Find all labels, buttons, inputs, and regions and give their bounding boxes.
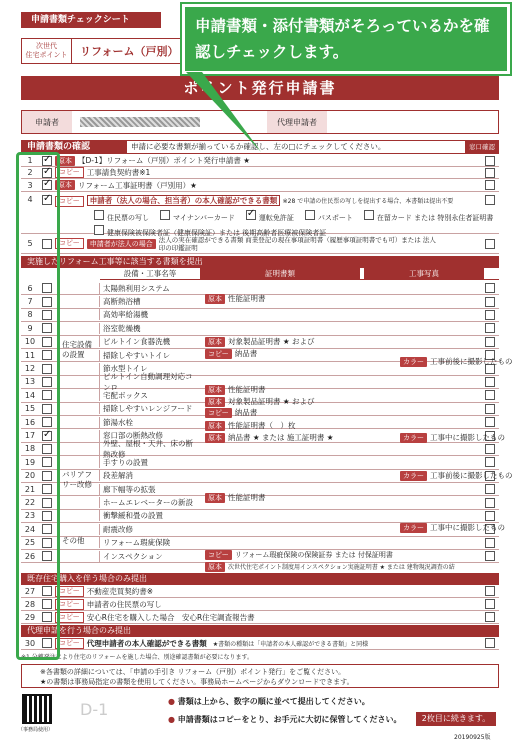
applicant-row [21, 110, 499, 134]
section-agent-title: 代理申請を行う場合のみ提出 [27, 626, 131, 635]
item-number: 19 [24, 457, 36, 467]
item-number: 8 [27, 310, 33, 320]
qr-label: （事務局使用） [18, 727, 54, 733]
item-number: 14 [24, 390, 36, 400]
item-chip: 原本 [55, 180, 75, 190]
callout [182, 4, 510, 74]
office-checkbox[interactable] [485, 390, 495, 400]
item-text: 【D-1】リフォーム（戸別）ポイント発行申請書 ★ [78, 156, 250, 165]
work-name: 節湯水栓 [99, 417, 199, 428]
item-note: 法人の実在確認ができる書類 商業登記の現在事項証明書（履歴事項証明書でも可）または 法人印の印鑑証明 [158, 235, 436, 252]
work-name: 太陽熱利用システム [99, 283, 199, 294]
work-name: リフォーム瑕疵保険 [99, 537, 199, 548]
item-number: 27 [24, 586, 36, 596]
col-header-photo: 工事写真 [364, 268, 484, 279]
section-works-title: 実施したリフォーム工事等に該当する書類を提出 [27, 257, 203, 266]
item-chip: コピー [55, 238, 84, 249]
checkbox-highlight [16, 152, 60, 660]
item-row-2[interactable] [21, 167, 499, 179]
item-number: 25 [24, 538, 36, 548]
item-number: 22 [24, 498, 36, 508]
item-chip: 原本 [55, 156, 75, 166]
category-label1: 次世代 [36, 42, 57, 50]
category-value: リフォーム（戸別） [80, 45, 179, 58]
cert-perf-3: 原本 性能証明書 [205, 492, 266, 503]
work-name: 節水型トイレ [99, 363, 199, 374]
work-name: 耐震改修 [99, 524, 199, 535]
work-name: インスペクション [99, 551, 199, 562]
buy-row-28[interactable] [21, 598, 499, 611]
work-name: ビルトイン食器洗機 [99, 336, 199, 347]
id-option: 住民票の写し [107, 214, 149, 222]
id-checkbox[interactable] [364, 210, 374, 220]
agent-label: 代理申請者 [267, 111, 327, 133]
office-checkbox[interactable] [485, 417, 495, 427]
work-row[interactable] [21, 439, 499, 459]
section-buy-header [21, 573, 499, 585]
work-name: 衝撃緩和畳の設置 [99, 510, 199, 521]
work-name: 宅配ボックス [99, 390, 199, 401]
alert-icon: ● [168, 697, 175, 706]
sheet-tag: 申請書類チェックシート [21, 12, 161, 28]
office-checkbox[interactable] [485, 168, 495, 178]
item-row-3[interactable] [21, 179, 499, 192]
office-checkbox[interactable] [485, 551, 495, 561]
office-checkbox[interactable] [485, 323, 495, 333]
item-row-1[interactable] [21, 155, 499, 167]
applicant-label: 申請者 [22, 111, 72, 133]
office-checkbox[interactable] [485, 195, 495, 205]
office-checkbox[interactable] [485, 511, 495, 521]
footnote: ※1 分離発注により住宅のリフォームを施した場合、別途確認書類が必要になります。 [21, 654, 253, 661]
id-option: 運転免許証 [258, 214, 294, 222]
alert-icon: ● [168, 715, 175, 724]
id-option: パスポート [317, 214, 353, 222]
group-housing: 住宅設備の設置 [62, 340, 92, 359]
item-text: 安心R住宅を購入した場合 安心R住宅調査報告書 [86, 612, 255, 622]
work-name: ビルトイン自動調理対応コンロ [99, 371, 199, 393]
work-row[interactable] [21, 309, 499, 322]
cert-insurance: コピー リフォーム瑕疵保険の保険証券 または 付保証明書 [205, 550, 393, 560]
item-number: 1 [27, 156, 33, 165]
col-header-cert: 証明書類 [200, 268, 360, 279]
item-note: ★書類の種類は「申請者の本人確認ができる書類」と同様 [212, 640, 369, 648]
buy-row-29[interactable] [21, 611, 499, 624]
office-checkbox[interactable] [485, 457, 495, 467]
section-check-instruction: 申請に必要な書類が揃っているか確認し、左の□にチェックしてください。 [127, 141, 465, 153]
office-checkbox[interactable] [485, 404, 495, 414]
item-label: 申請者が法人の場合 [87, 239, 156, 249]
item-number: 2 [27, 168, 33, 177]
office-check-label: 窓口確認 [469, 143, 495, 151]
category-label2: 住宅ポイント [25, 51, 68, 59]
office-checkbox[interactable] [485, 283, 495, 293]
office-checkbox[interactable] [485, 444, 495, 454]
item-number: 29 [24, 612, 36, 622]
office-checkbox[interactable] [485, 180, 495, 190]
bullet-1: ● 書類は上から、数字の順に並べて提出してください。 [168, 697, 370, 706]
group-other: その他 [62, 536, 85, 545]
work-name: 手すりの設置 [99, 457, 199, 468]
section-buy-title: 既存住宅購入を伴う場合のみ提出 [27, 574, 147, 583]
callout-text: 申請書類・添付書類がそろっているかを確認しチェックします。 [195, 17, 490, 61]
item-text: 申請者の住民票の写し [86, 599, 162, 609]
photo-before-1: カラー 工事前後に撮影したもの [400, 356, 513, 367]
item-row-5[interactable] [21, 234, 499, 254]
work-name: 浴室乾燥機 [99, 323, 199, 334]
continue-badge: 2枚目に続きます。 [416, 712, 496, 726]
office-checkbox[interactable] [485, 638, 495, 648]
item-text: 不動産売買契約書※ [86, 586, 154, 596]
work-name: ホームエレベーターの新設 [99, 497, 199, 508]
qr-code [22, 694, 52, 724]
buy-row-27[interactable] [21, 585, 499, 598]
info-box [21, 664, 499, 688]
item-chip: コピー [55, 167, 84, 178]
cert-target-2: 原本 対象製品証明書 ★ および コピー 納品書 [205, 396, 315, 418]
work-name: 高断熱浴槽 [99, 296, 199, 307]
item-note: ※28 で申請の住民票の写しを提出する場合、本書類は提出不要 [282, 198, 454, 205]
office-checkbox[interactable] [485, 612, 495, 622]
item-number: 3 [27, 180, 33, 190]
category-box [21, 38, 201, 64]
item-chip: コピー [55, 612, 84, 623]
item-number: 9 [27, 323, 33, 333]
item-text: リフォーム工事証明書（戸別用）★ [78, 180, 197, 190]
item-number: 30 [24, 638, 36, 648]
photo-before-2: カラー 工事前後に撮影したもの [400, 470, 513, 481]
id-checkbox[interactable] [94, 210, 104, 220]
section-agent-header [21, 625, 499, 637]
item-number: 12 [24, 364, 36, 374]
section-works-header [21, 256, 499, 268]
office-checkbox[interactable] [485, 239, 495, 249]
item-number: 20 [24, 471, 36, 481]
work-name: 外壁、屋根・天井、床の断熱改修 [99, 438, 199, 460]
work-row[interactable] [21, 456, 499, 469]
id-option: マイナンバーカード [173, 214, 235, 222]
item-number: 6 [27, 283, 33, 293]
item-chip: コピー [55, 638, 84, 649]
office-checkbox[interactable] [485, 586, 495, 596]
item-text: 工事請負契約書※1 [86, 168, 151, 177]
item-text: 代理申請者の本人確認ができる書類 [86, 638, 207, 648]
col-header-name: 設備・工事名等 [123, 269, 177, 278]
cert-perf-2: 原本 性能証明書 [205, 384, 266, 395]
photo-during-2: カラー 工事中に撮影したもの [400, 522, 505, 533]
work-name: 掃除しやすいレンジフード [99, 403, 199, 414]
form-title: ポイント発行申請書 [21, 76, 499, 100]
item-number: 16 [24, 417, 36, 427]
item-row-4[interactable] [21, 192, 499, 237]
item-chip: コピー [55, 586, 84, 597]
office-checkbox[interactable] [485, 538, 495, 548]
id-checkbox[interactable] [305, 210, 315, 220]
office-checkbox[interactable] [485, 297, 495, 307]
version: 20190925版 [454, 734, 491, 741]
work-row[interactable] [21, 322, 499, 335]
work-name: 廊下幅等の拡張 [99, 484, 199, 495]
item-number: 4 [27, 195, 33, 204]
item-number: 26 [24, 551, 36, 561]
id-checkbox[interactable] [160, 210, 170, 220]
item-number: 13 [24, 377, 36, 387]
item-number: 28 [24, 599, 36, 609]
works-col-headers [100, 268, 499, 280]
id-checkbox[interactable] [246, 210, 256, 220]
office-checkbox[interactable] [485, 310, 495, 320]
work-name: 窓口部の断熱改修 [99, 430, 199, 441]
cert-inspection: 原本 次世代住宅ポイント制度用インスペクション実施証明書 ★ または 建物現況調査の結 [205, 562, 455, 581]
office-checkbox[interactable] [485, 337, 495, 347]
photo-during-1: カラー 工事中に撮影したもの [400, 432, 505, 443]
work-name: 高効率給湯機 [99, 309, 199, 320]
bullet-2: ● 申請書類はコピーをとり、お手元に大切に保管してください。 [168, 715, 402, 724]
cert-target: 原本 対象製品証明書 ★ および コピー 納品書 [205, 336, 315, 360]
item-text: 申請者（法人の場合、担当者）の本人確認ができる書類 [87, 195, 281, 206]
item-chip: コピー [55, 599, 84, 610]
item-number: 7 [27, 297, 33, 307]
group-barrier: バリアフリー改修 [62, 470, 92, 489]
info-line-2: ★の書類は事務局指定の書類を使用してください。事務局ホームページからダウンロードできます。 [40, 678, 354, 686]
item-number: 15 [24, 404, 36, 414]
item-number: 17 [24, 431, 36, 441]
agent-row-30[interactable] [21, 637, 499, 650]
item-number: 5 [27, 239, 33, 248]
work-name: 掃除しやすいトイレ [99, 350, 199, 361]
office-checkbox[interactable] [485, 498, 495, 508]
cert-perf-1: 原本 性能証明書 [205, 293, 266, 304]
item-number: 24 [24, 524, 36, 534]
item-number: 23 [24, 511, 36, 521]
item-number: 21 [24, 484, 36, 494]
id-option: 在留カード または 特別永住者証明書 [376, 214, 494, 222]
work-name: 段差解消 [99, 470, 199, 481]
item-number: 18 [24, 444, 36, 454]
section-check-title: 申請書類の確認 [27, 142, 91, 152]
item-chip: コピー [55, 196, 84, 207]
office-checkbox[interactable] [485, 377, 495, 387]
stamp-text: D-1 [80, 700, 109, 719]
info-line-1: ※各書類の詳細については、「申請の手引き リフォーム（戸別）ポイント発行」をご覧ください。 [40, 668, 346, 676]
office-checkbox[interactable] [485, 599, 495, 609]
id-option: 健康保険被保険者証（健康保険証）または 後期高齢者医療被保険者証 [107, 229, 327, 237]
office-checkbox[interactable] [485, 484, 495, 494]
cert-insulation: 原本 納品書 ★ または 施工証明書 ★ [205, 432, 333, 443]
item-number: 11 [24, 350, 36, 360]
cert-window: 原本 性能証明書（ ）枚 [205, 420, 296, 431]
item-number: 10 [24, 337, 36, 347]
office-checkbox[interactable] [485, 156, 495, 166]
